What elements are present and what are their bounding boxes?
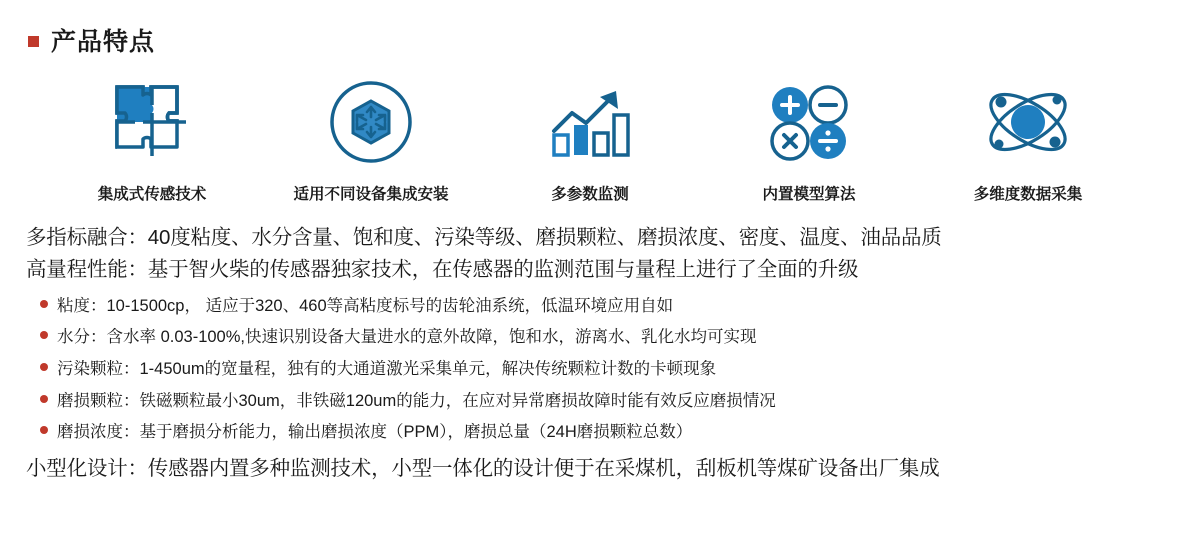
list-item (26, 291, 1156, 323)
list-item (26, 322, 1156, 354)
list-item-text: 磨损浓度：基于磨损分析能力，输出磨损浓度（PPM），磨损总量（24H磨损颗粒总数） (57, 423, 693, 442)
atom-orbit-icon (981, 76, 1075, 168)
feature-icon-row (0, 58, 1180, 204)
feature-item (271, 76, 471, 204)
puzzle-icon (109, 76, 195, 168)
body-text (0, 204, 1180, 485)
bullet-dot-icon (40, 363, 48, 371)
bullet-dot-icon (40, 395, 48, 403)
list-item-text: 水分：含水率 0.03-100%,快速识别设备大量进水的意外故障，饱和水，游离水、乳化水均可实现 (57, 328, 757, 347)
page-heading (0, 0, 1180, 58)
feature-label: 多维度数据采集 (973, 186, 1083, 203)
list-item (26, 354, 1156, 386)
feature-item (490, 76, 690, 204)
list-item-text: 粘度：10-1500cp， 适应于320、460等高粘度标号的齿轮油系统，低温环境应用自如 (57, 296, 674, 315)
feature-item (709, 76, 909, 204)
feature-label: 多参数监测 (551, 186, 629, 203)
bullet-list (26, 291, 1156, 449)
cube-arrows-icon (328, 76, 414, 168)
feature-item (52, 76, 252, 204)
body-line-3: 小型化设计：传感器内置多种监测技术，小型一体化的设计便于在采煤机，刮板机等煤矿设备出厂集成 (26, 456, 940, 480)
body-line-1: 多指标融合：40度粘度、水分含量、饱和度、污染等级、磨损颗粒、磨损浓度、密度、温度、油品品质 (26, 226, 942, 249)
bullet-dot-icon (40, 300, 48, 308)
feature-item (928, 76, 1128, 204)
bar-chart-icon (544, 76, 636, 168)
list-item-text: 污染颗粒：1-450um的宽量程，独有的大通道激光采集单元，解决传统颗粒计数的卡顿现象 (57, 359, 717, 378)
feature-label: 内置模型算法 (762, 186, 856, 203)
bullet-dot-icon (40, 331, 48, 339)
list-item (26, 417, 1156, 449)
page-title: 产品特点 (51, 28, 156, 56)
heading-bullet-icon (28, 36, 39, 47)
calculator-operators-icon (762, 76, 856, 168)
list-item-text: 磨损颗粒：铁磁颗粒最小30um，非铁磁120um的能力，在应对异常磨损故障时能有效反应磨损情况 (57, 391, 776, 410)
bullet-dot-icon (40, 426, 48, 434)
body-line-2: 高量程性能：基于智火柴的传感器独家技术，在传感器的监测范围与量程上进行了全面的升级 (26, 257, 859, 281)
feature-label: 适用不同设备集成安装 (293, 186, 449, 203)
list-item (26, 386, 1156, 418)
feature-label: 集成式传感技术 (97, 186, 207, 203)
